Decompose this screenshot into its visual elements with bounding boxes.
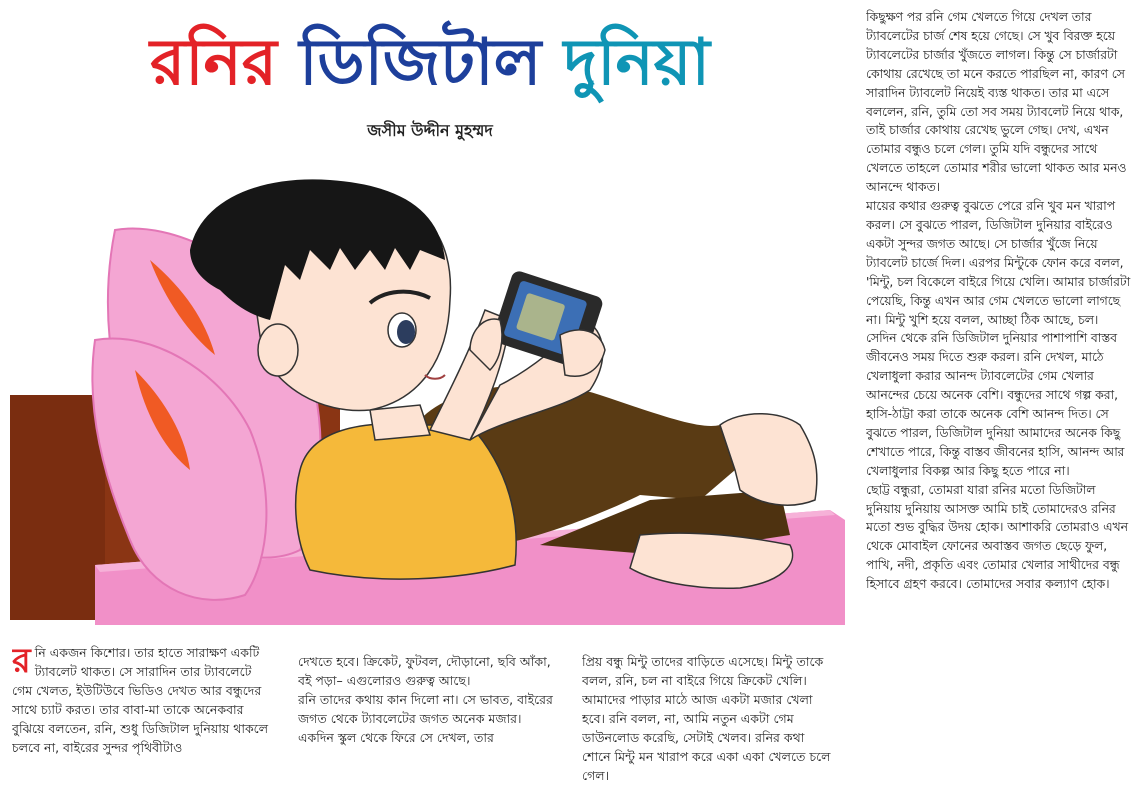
boy-with-tablet-illustration [0,170,845,625]
article-column-3 [582,652,834,792]
title-word-1: রনির [150,26,277,100]
article-title [40,8,820,118]
drop-cap: র [12,643,31,681]
article-column-1 [12,643,274,793]
column-2-text: দেখতে হবে। ক্রিকেট, ফুটবল, দৌড়ানো, ছবি আঁকা, বই পড়া– এগুলোরও গুরুত্ব আছে। রনি তাদের কথায় কান দিলো না। সে ভাবত, বাইরের জগত থেকে ট্যাবলেটের জগত অনেক মজার। একদিন স্কুল থেকে ফিরে সে দেখল, তার [298,654,553,745]
column-3-text: প্রিয় বন্ধু মিন্টু তাদের বাড়িতে এসেছে। মিন্টু তাকে বলল, রনি, চল না বাইরে গিয়ে ক্রিকেট খেলি। আমাদের পাড়ার মাঠে আজ একটা মজার খেলা হবে। রনি বলল, না, আমি নতুন একটা গেম ডাউনলোড করেছি, সেটাই খেলব। রনির কথা শোনে মিন্টু মন খারাপ করে একা একা খেলতে চলে গেল। [582,654,831,783]
author-name: জসীম উদ্দীন মুহম্মদ [367,121,493,140]
article-column-4 [866,8,1134,793]
column-1-text: নি একজন কিশোর। তার হাতে সারাক্ষণ একটি ট্যাবলেট থাকত। সে সারাদিন তার ট্যাবলেটে গেম খেলত, ইউটিউবে ভিডিও দেখত আর বন্ধুদের সাথে চ্যাট করত। তার বাবা-মা তাকে অনেকবার বুঝিয়ে বলতেন, রনি, শুধু ডিজিটাল দুনিয়ায় থাকলে চলবে না, বাইরের সুন্দর পৃথিবীটাও [12,645,269,755]
title-word-2: ডিজিটাল [299,26,542,100]
article-column-2 [298,652,560,792]
column-4-text: কিছুক্ষণ পর রনি গেম খেলতে গিয়ে দেখল তার ট্যাবলেটের চার্জ শেষ হয়ে গেছে। সে খুব বিরক্ত হয়ে ট্যাবলেটের চার্জার খুঁজতে লাগল। কিন্তু সে চার্জারটা কোথায় রেখেছে তা মনে করতে পারছিল না, কারণ সে সারাদিন ট্যাবলেট নিয়েই ব্যস্ত থাকত। তার মা এসে বললেন, রনি, তুমি তো সব সময় ট্যাবলেট নিয়ে থাক, তাই চার্জার কোথায় রেখেছ ভুলে গেছ। দেখ, এখন তোমার বন্ধুও চলে গেল। তুমি যদি বন্ধুদের সাথে খেলতে তাহলে তোমার শরীর ভালো থাকত আর মনও আনন্দে থাকত। মায়ের কথার গুরুত্ব বুঝতে পেরে রনি খুব মন খারাপ করল। সে বুঝতে পারল, ডিজিটাল দুনিয়ার বাইরেও একটা সুন্দর জগত আছে। সে চার্জার খুঁজে নিয়ে ট্যাবলেট চার্জে দিল। এরপর মিন্টুকে ফোন করে বলল, 'মিন্টু, চল বিকেলে বাইরে গিয়ে খেলি। আমার চার্জারটা পেয়েছি, কিন্তু এখন আর গেম খেলতে ভালো লাগছে না। মিন্টু খুশি হয়ে বলল, আচ্ছা ঠিক আছে, চল। সেদিন থেকে রনি ডিজিটাল দুনিয়ার পাশাপাশি বাস্তব জীবনেও সময় দিতে শুরু করল। রনি দেখল, মাঠে খেলাধুলা করার আনন্দ ট্যাবলেটের গেম খেলার আনন্দের চেয়ে অনেক বেশি। বন্ধুদের সাথে গল্প করা, হাসি-ঠাট্টা করা তাকে অনেক বেশি আনন্দ দিত। সে বুঝতে পারল, ডিজিটাল দুনিয়া আমাদের অনেক কিছু শেখাতে পারে, কিন্তু বাস্তব জীবনের হাসি, আনন্দ আর খেলাধুলার বিকল্প আর কিছু হতে পারে না। ছোট্ট বন্ধুরা, তোমরা যারা রনির মতো ডিজিটাল দুনিয়ায় দুনিয়ায় আসক্ত আমি চাই তোমাদেরও রনির মতো শুভ বুদ্ধির উদয় হোক। আশাকরি তোমরাও এখন থেকে মোবাইল ফোনের অবাস্তব জগত ছেড়ে ফুল, পাখি, নদী, প্রকৃতি এবং তোমার খেলার সাথীদের বন্ধু হিসাবে গ্রহণ করবে। তোমাদের সবার কল্যাণ হোক। [866,10,1131,592]
title-word-3: দুনিয়া [563,26,710,100]
